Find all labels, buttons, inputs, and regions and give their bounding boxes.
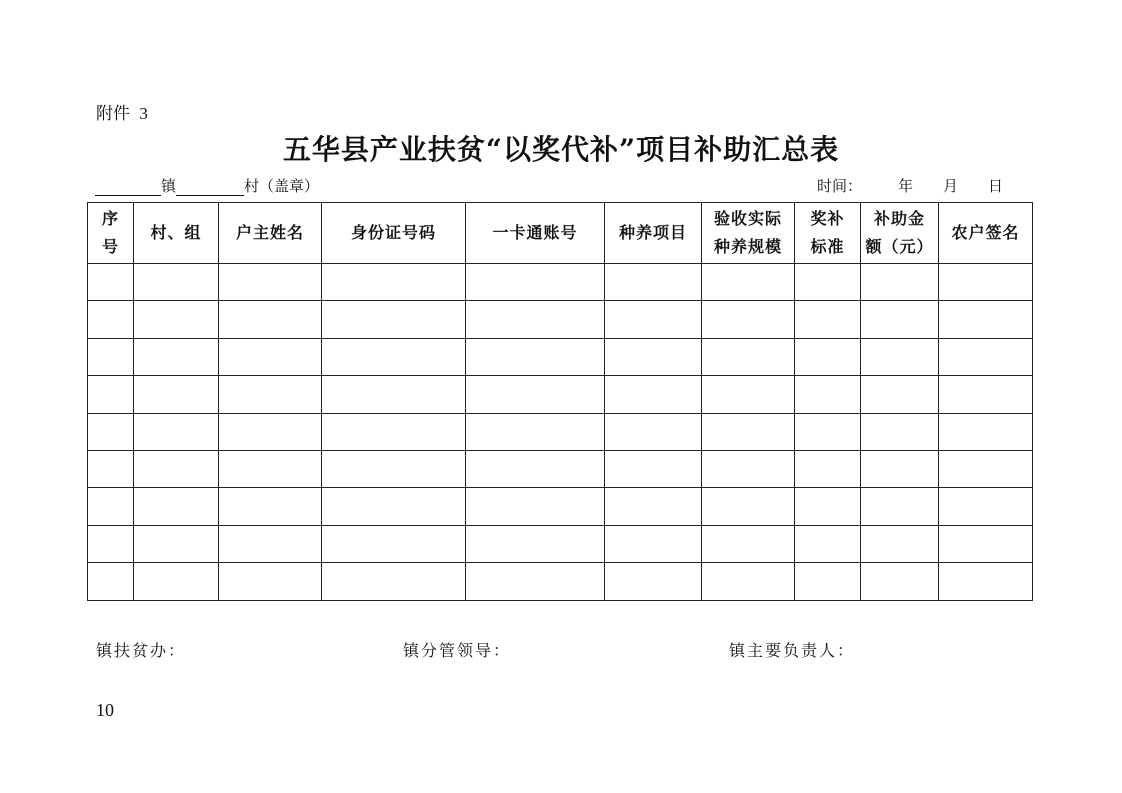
table-cell[interactable] (466, 264, 605, 301)
table-cell[interactable] (605, 488, 702, 525)
table-cell[interactable] (134, 338, 219, 375)
table-cell[interactable] (795, 264, 861, 301)
table-cell[interactable] (702, 450, 795, 487)
table-cell[interactable] (939, 563, 1033, 600)
table-cell[interactable] (219, 450, 322, 487)
table-cell[interactable] (219, 301, 322, 338)
town-village-stamp (95, 175, 319, 196)
table-cell[interactable] (88, 525, 134, 562)
table-cell[interactable] (861, 264, 939, 301)
table-cell[interactable] (795, 488, 861, 525)
table-row (88, 338, 1033, 375)
table-cell[interactable] (861, 301, 939, 338)
table-cell[interactable] (795, 301, 861, 338)
table-cell[interactable] (219, 264, 322, 301)
table-cell[interactable] (795, 450, 861, 487)
date-field (817, 175, 1003, 196)
footer-leader-in-charge: 镇分管领导： (403, 641, 512, 660)
table-cell[interactable] (134, 525, 219, 562)
table-row (88, 450, 1033, 487)
month-label: 月 (943, 177, 959, 195)
table-cell[interactable] (861, 450, 939, 487)
table-cell[interactable] (134, 488, 219, 525)
page-number: 10 (96, 700, 114, 720)
table-header-row (88, 203, 1033, 264)
table-cell[interactable] (702, 264, 795, 301)
table-cell[interactable] (939, 525, 1033, 562)
table-cell[interactable] (322, 338, 466, 375)
table-cell[interactable] (939, 413, 1033, 450)
attachment-text: 附件 (96, 104, 130, 124)
table-cell[interactable] (466, 413, 605, 450)
village-blank (176, 179, 244, 196)
table-cell[interactable] (322, 376, 466, 413)
table-cell[interactable] (219, 338, 322, 375)
table-cell[interactable] (322, 488, 466, 525)
table-cell[interactable] (939, 264, 1033, 301)
table-cell[interactable] (605, 338, 702, 375)
header-subsidy-amount: 补助金 额（元） (861, 203, 939, 264)
header-card-account: 一卡通账号 (466, 203, 605, 264)
year-label: 年 (898, 177, 914, 195)
table-cell[interactable] (88, 376, 134, 413)
table-row (88, 525, 1033, 562)
table-cell[interactable] (702, 338, 795, 375)
table-cell[interactable] (795, 376, 861, 413)
header-info-line (95, 175, 1032, 197)
table-cell[interactable] (939, 338, 1033, 375)
table-cell[interactable] (939, 450, 1033, 487)
table-cell[interactable] (702, 301, 795, 338)
table-row (88, 301, 1033, 338)
header-village-group: 村、组 (134, 203, 219, 264)
table-cell[interactable] (861, 376, 939, 413)
table-cell[interactable] (466, 525, 605, 562)
town-suffix: 镇 (161, 177, 177, 195)
table-row (88, 413, 1033, 450)
table-cell[interactable] (861, 563, 939, 600)
table-cell[interactable] (702, 413, 795, 450)
table-cell[interactable] (322, 450, 466, 487)
table-cell[interactable] (219, 488, 322, 525)
header-seq: 序 号 (88, 203, 134, 264)
footer-poverty-office: 镇扶贫办： (96, 641, 187, 660)
table-cell[interactable] (322, 525, 466, 562)
table-cell[interactable] (702, 488, 795, 525)
table-row (88, 264, 1033, 301)
header-actual-scale: 验收实际 种养规模 (702, 203, 795, 264)
table-cell[interactable] (88, 301, 134, 338)
table-cell[interactable] (795, 525, 861, 562)
table-cell[interactable] (88, 413, 134, 450)
footer-principal: 镇主要负责人： (729, 641, 856, 660)
table-cell[interactable] (466, 376, 605, 413)
header-project: 种养项目 (605, 203, 702, 264)
village-suffix: 村（盖章） (244, 177, 320, 195)
table-cell[interactable] (88, 563, 134, 600)
table-cell[interactable] (702, 563, 795, 600)
table-cell[interactable] (605, 301, 702, 338)
table-cell[interactable] (939, 301, 1033, 338)
header-id-number: 身份证号码 (322, 203, 466, 264)
table-cell[interactable] (134, 563, 219, 600)
attachment-number: 3 (139, 104, 148, 123)
table-cell[interactable] (605, 376, 702, 413)
table-body (88, 264, 1033, 601)
header-farmer-signature: 农户签名 (939, 203, 1033, 264)
table-cell[interactable] (219, 563, 322, 600)
table-cell[interactable] (88, 338, 134, 375)
table-row (88, 488, 1033, 525)
table-cell[interactable] (466, 301, 605, 338)
header-householder-name: 户主姓名 (219, 203, 322, 264)
subsidy-summary-table (87, 202, 1033, 601)
table-cell[interactable] (861, 488, 939, 525)
table-cell[interactable] (322, 563, 466, 600)
table-cell[interactable] (219, 376, 322, 413)
page-title: 五华县产业扶贫“以奖代补”项目补助汇总表 (282, 133, 840, 166)
table-cell[interactable] (322, 413, 466, 450)
table-cell[interactable] (702, 376, 795, 413)
table-cell[interactable] (702, 525, 795, 562)
table-cell[interactable] (134, 413, 219, 450)
table-cell[interactable] (861, 338, 939, 375)
table-cell[interactable] (795, 563, 861, 600)
table-cell[interactable] (605, 563, 702, 600)
table-cell[interactable] (134, 301, 219, 338)
table-cell[interactable] (939, 488, 1033, 525)
table-cell[interactable] (219, 413, 322, 450)
table-cell[interactable] (466, 563, 605, 600)
table-cell[interactable] (861, 525, 939, 562)
table-cell[interactable] (88, 264, 134, 301)
table-cell[interactable] (134, 450, 219, 487)
table-cell[interactable] (134, 264, 219, 301)
table-cell[interactable] (795, 338, 861, 375)
attachment-label (96, 99, 148, 124)
table-cell[interactable] (605, 525, 702, 562)
header-award-standard: 奖补 标准 (795, 203, 861, 264)
table-cell[interactable] (88, 450, 134, 487)
table-cell[interactable] (795, 413, 861, 450)
table-cell[interactable] (605, 450, 702, 487)
table-row (88, 563, 1033, 600)
table-cell[interactable] (134, 376, 219, 413)
table-cell[interactable] (605, 264, 702, 301)
time-label: 时间： (817, 177, 863, 195)
table-cell[interactable] (466, 450, 605, 487)
table-cell[interactable] (939, 376, 1033, 413)
table-cell[interactable] (605, 413, 702, 450)
table-row (88, 376, 1033, 413)
table-cell[interactable] (861, 413, 939, 450)
table-cell[interactable] (322, 301, 466, 338)
table-cell[interactable] (219, 525, 322, 562)
table-cell[interactable] (322, 264, 466, 301)
table-cell[interactable] (466, 488, 605, 525)
table-cell[interactable] (88, 488, 134, 525)
town-blank (95, 179, 161, 196)
day-label: 日 (988, 177, 1004, 195)
table-cell[interactable] (466, 338, 605, 375)
